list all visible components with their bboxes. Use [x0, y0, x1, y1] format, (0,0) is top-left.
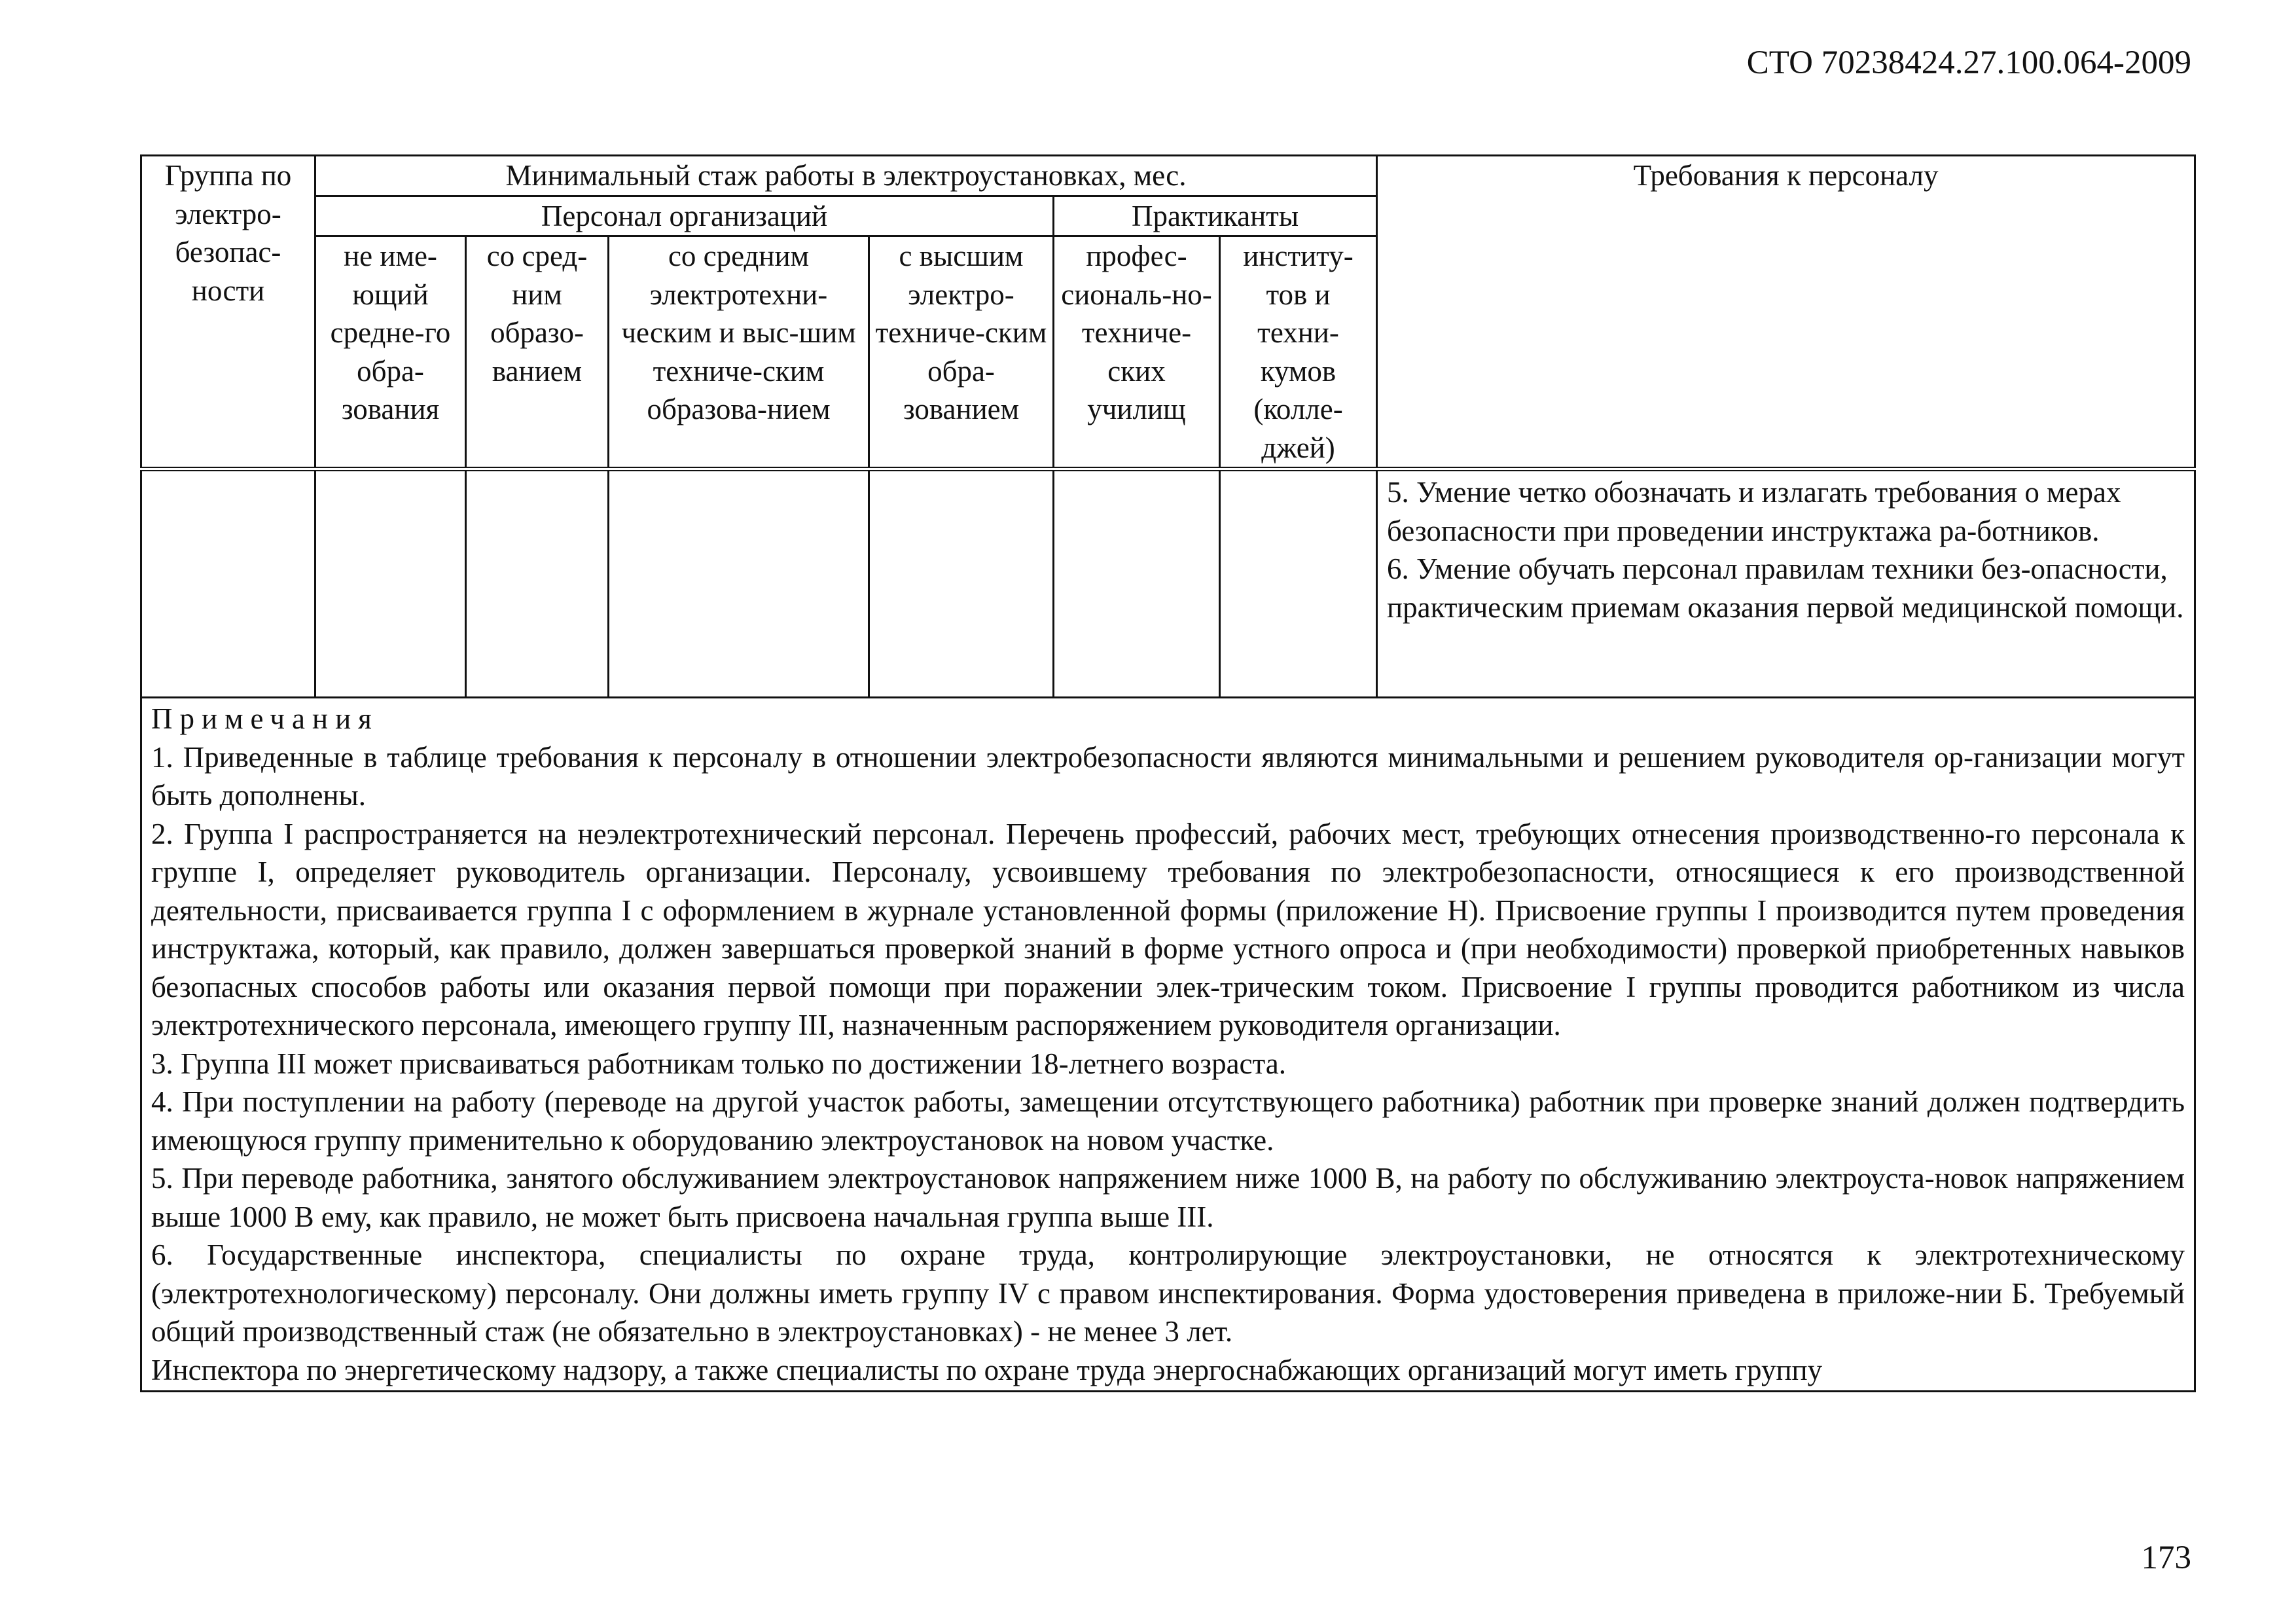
notes-title: Примечания [151, 702, 379, 735]
requirement-item: 5. Умение четко обозначать и излагать требования о мерах безопасности при проведении инструктажа ра-ботников. [1387, 476, 2121, 547]
header-requirements: Требования к персоналу [1377, 156, 2195, 469]
header-secondary-education: со сред-ним образо-ванием [466, 236, 609, 469]
table-cell-empty [609, 469, 869, 698]
note-item: 4. При поступлении на работу (переводе на другой участок работы, замещении отсутствующего работника) работник при проверке знаний должен подтвердить имеющуюся группу применительно к оборудованию электроустановок на новом участке. [151, 1085, 2185, 1157]
header-group-column: Группа по электро-безопас-ности [141, 156, 315, 469]
table-cell-empty [315, 469, 466, 698]
header-vocational-schools: профес-сиональ-но-техниче-ских училищ [1054, 236, 1220, 469]
table-cell-empty [869, 469, 1054, 698]
header-org-staff: Персонал организаций [315, 196, 1054, 236]
document-code: СТО 70238424.27.100.064-2009 [1746, 45, 2191, 81]
header-min-experience: Минимальный стаж работы в электроустановках, мес. [315, 156, 1377, 196]
table-cell-empty [1054, 469, 1220, 698]
note-item: 1. Приведенные в таблице требования к персоналу в отношении электробезопасности являются минимальными и решением руководителя ор-ганизации могут быть дополнены. [151, 740, 2185, 812]
table-cell-empty [466, 469, 609, 698]
header-higher-electrotechnical-education: с высшим электро-техниче-ским обра-зованием [869, 236, 1054, 469]
header-secondary-electrotechnical-education: со средним электротехни-ческим и выс-шим техниче-ским образова-нием [609, 236, 869, 469]
header-institutes-colleges: институ-тов и техни-кумов (колле-джей) [1220, 236, 1377, 469]
note-item: 3. Группа III может присваиваться работникам только по достижении 18-летнего возраста. [151, 1047, 1286, 1080]
table-row [141, 469, 2195, 698]
notes-cell [141, 698, 2195, 1392]
personnel-requirements-table [140, 154, 2196, 1392]
requirements-cell [1377, 469, 2195, 698]
note-item: 2. Группа I распространяется на неэлектротехнический персонал. Перечень профессий, рабочих мест, требующих отнесения производственно-го персонала к группе I, определяет руководитель организации. Персоналу, усвоившему требования по электробезопасности, относящиеся к его производственной деятельности, присваивается группа I с оформлением в журнале установленной формы (приложение Н). Присвоение группы I производится путем проведения инструктажа, который, как правило, должен завершаться проверкой знаний в форме устного опроса и (при необходимости) проверкой приобретенных навыков безопасных способов работы или оказания первой помощи при поражении элек-трическим током. Присвоение I группы проводится работником из числа электротехнического персонала, имеющего группу III, назначенным распоряжением руководителя организации. [151, 817, 2185, 1041]
page-number: 173 [2141, 1540, 2191, 1576]
table-cell-empty [1220, 469, 1377, 698]
note-item: 5. При переводе работника, занятого обслуживанием электроустановок напряжением ниже 1000 В, на работу по обслуживанию электроуста-новок напряжением выше 1000 В ему, как правило, не может быть присвоена начальная группа выше III. [151, 1162, 2185, 1233]
header-no-secondary-education: не име-ющий средне-го обра-зования [315, 236, 466, 469]
note-item: Инспектора по энергетическому надзору, а также специалисты по охране труда энергоснабжающих организаций могут иметь группу [151, 1353, 1823, 1386]
requirement-item: 6. Умение обучать персонал правилам техники без-опасности, практическим приемам оказания первой медицинской помощи. [1387, 552, 2184, 624]
note-item: 6. Государственные инспектора, специалисты по охране труда, контролирующие электроустановки, не относятся к электротехническому (электротехнологическому) персоналу. Они должны иметь группу IV с правом инспектирования. Форма удостоверения приведена в приложе-нии Б. Требуемый общий производственный стаж (не обязательно в электроустановках) - не менее 3 лет. [151, 1238, 2185, 1348]
header-trainees: Практиканты [1054, 196, 1377, 236]
table-cell-empty [141, 469, 315, 698]
